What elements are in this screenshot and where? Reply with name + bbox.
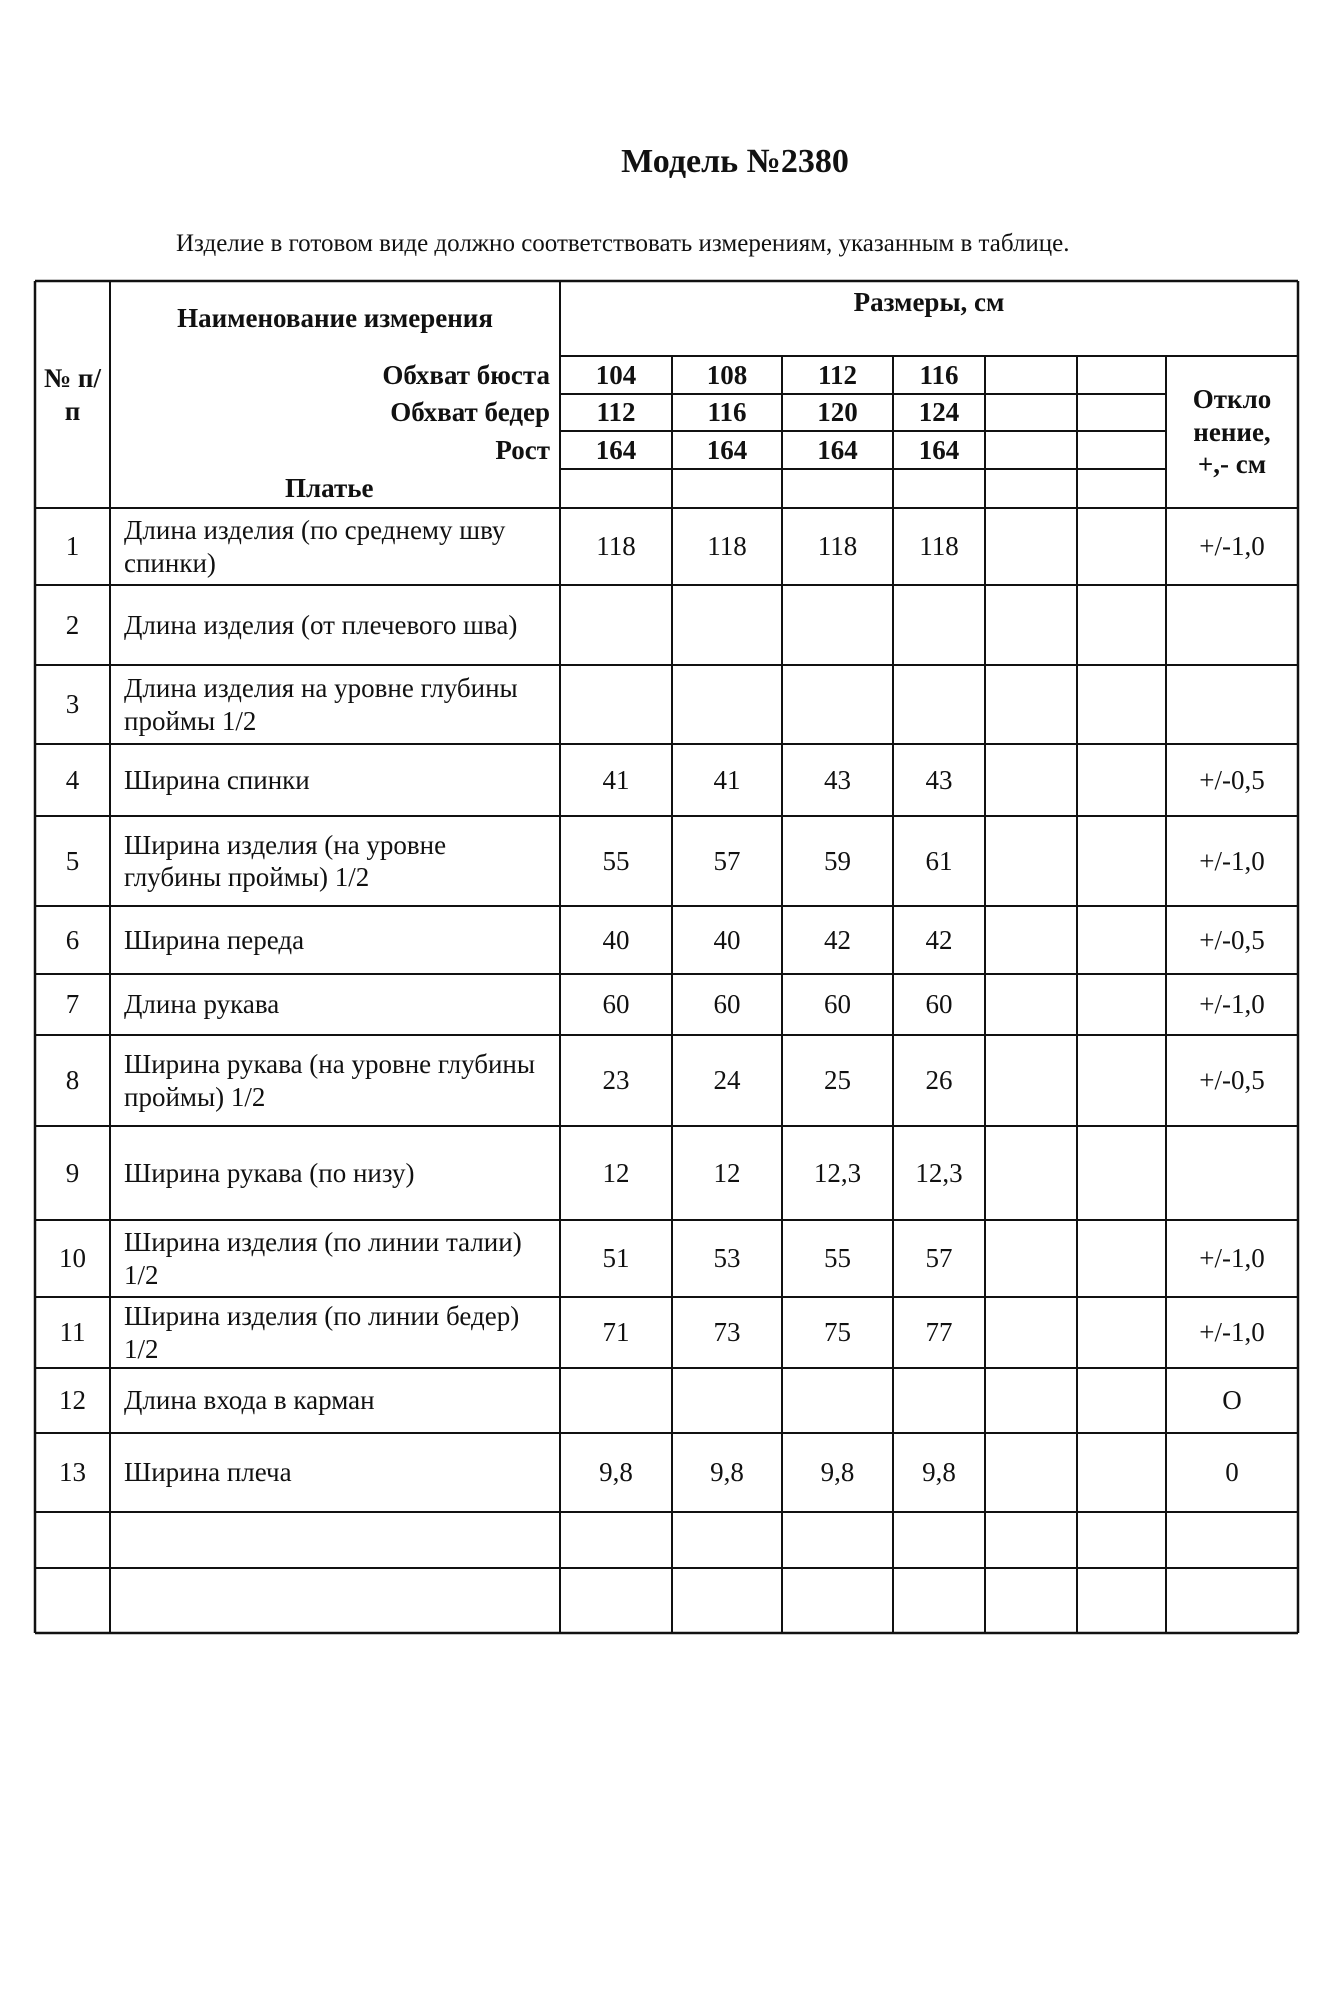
size-value: 164: [918, 434, 960, 465]
measurement-name: Длина изделия (по среднему шву спинки): [124, 515, 506, 578]
deviation-value: +/-1,0: [1199, 1243, 1265, 1274]
row-number: 2: [65, 609, 80, 640]
size-value: 116: [707, 397, 747, 428]
product-name: Платье: [285, 473, 374, 504]
size-value: 108: [706, 359, 748, 390]
measurement-value: 51: [602, 1243, 630, 1274]
measurement-value: [672, 665, 782, 744]
measurement-value: [985, 665, 1077, 744]
size-value: 120: [817, 397, 858, 428]
measurement-value: [782, 665, 893, 744]
size-value: 104: [595, 359, 637, 390]
measurement-value: 53: [713, 1243, 741, 1274]
size-row-label: Рост: [495, 434, 550, 465]
measurement-name: Ширина изделия (по линии бедер) 1/2: [124, 1301, 520, 1364]
measurement-value: [1077, 1433, 1166, 1512]
measurement-name: [110, 1512, 560, 1568]
deviation-value: [1166, 1568, 1298, 1633]
measurement-value: [985, 508, 1077, 585]
measurement-value: [1077, 585, 1166, 665]
measurement-value: [782, 1568, 893, 1633]
measurement-value: [1077, 1126, 1166, 1220]
measurement-value: [672, 1512, 782, 1568]
measurement-value: 43: [824, 764, 851, 795]
measurement-value: 118: [596, 531, 636, 562]
measurement-value: [560, 585, 672, 665]
row-number: 11: [59, 1317, 86, 1348]
measurement-value: 12: [713, 1157, 741, 1188]
document-title: Модель №2380: [621, 143, 849, 180]
measurement-value: [985, 1568, 1077, 1633]
measurement-value: 57: [713, 845, 741, 876]
deviation-value: 0: [1225, 1457, 1239, 1488]
measurement-value: 75: [824, 1317, 851, 1348]
measurement-value: [985, 1368, 1077, 1433]
measurement-value: [1077, 744, 1166, 816]
measurement-name: Длина изделия (от плечевого шва): [124, 609, 518, 640]
measurement-value: [985, 585, 1077, 665]
measurement-value: [1077, 1297, 1166, 1368]
sizes-column-header: Размеры, см: [853, 286, 1005, 317]
size-value: 164: [817, 434, 858, 465]
measurement-name: [110, 1568, 560, 1633]
deviation-value: О: [1222, 1385, 1242, 1416]
measurement-value: [893, 585, 985, 665]
deviation-value: +/-1,0: [1199, 989, 1265, 1020]
measurement-name: Длина рукава: [124, 989, 280, 1020]
deviation-value: +/-1,0: [1199, 531, 1265, 562]
row-number: 6: [65, 924, 80, 955]
size-row-label: Обхват бюста: [382, 359, 550, 390]
measurement-value: 25: [824, 1065, 851, 1096]
measurement-value: 26: [925, 1065, 953, 1096]
size-row-label: Обхват бедер: [390, 397, 550, 428]
measurement-value: 118: [707, 531, 747, 562]
measurement-value: [985, 1220, 1077, 1297]
measurement-value: [985, 1035, 1077, 1126]
row-number: 4: [65, 764, 80, 795]
measurement-value: [985, 906, 1077, 974]
measurement-value: 57: [925, 1243, 953, 1274]
measurement-value: 9,8: [820, 1457, 855, 1488]
measurement-value: [893, 1568, 985, 1633]
deviation-value: +/-1,0: [1199, 1317, 1265, 1348]
measurement-value: 55: [824, 1243, 851, 1274]
measurement-value: 24: [713, 1065, 741, 1096]
measurement-value: 59: [824, 845, 851, 876]
measurement-value: [1077, 508, 1166, 585]
measurement-value: [1077, 1368, 1166, 1433]
measurement-value: 9,8: [922, 1457, 956, 1488]
measurement-value: [985, 744, 1077, 816]
row-number: 13: [59, 1457, 86, 1488]
measurement-name: Длина изделия на уровне глубины проймы 1/2: [124, 673, 518, 736]
measurement-value: [1077, 1568, 1166, 1633]
name-column-header: Наименование измерения: [177, 303, 493, 334]
deviation-column-header: Откло нение, +,- см: [1192, 384, 1272, 480]
measurement-value: 9,8: [599, 1457, 633, 1488]
row-number: [35, 1568, 110, 1633]
deviation-value: [1166, 585, 1298, 665]
measurement-value: 23: [602, 1065, 630, 1096]
measurement-value: [893, 665, 985, 744]
measurement-value: 60: [925, 989, 953, 1020]
measurement-value: 118: [817, 531, 858, 562]
measurement-value: [560, 1368, 672, 1433]
size-value: 116: [919, 359, 959, 390]
measurement-value: [672, 1368, 782, 1433]
measurement-name: Длина входа в карман: [124, 1385, 375, 1416]
measurement-value: [985, 1433, 1077, 1512]
measurement-value: [985, 1297, 1077, 1368]
measurement-value: 12,3: [915, 1157, 963, 1188]
measurement-name: Ширина переда: [124, 924, 305, 955]
measurement-value: [1077, 816, 1166, 906]
measurement-value: [782, 585, 893, 665]
deviation-value: +/-0,5: [1199, 924, 1265, 955]
measurement-value: 60: [602, 989, 630, 1020]
measurement-name: Ширина плеча: [124, 1457, 292, 1488]
measurement-name: Ширина изделия (по линии талии) 1/2: [124, 1227, 522, 1290]
row-number: 12: [59, 1385, 86, 1416]
measurement-value: [1077, 1220, 1166, 1297]
measurement-name: Ширина спинки: [124, 764, 310, 795]
measurement-value: 12: [602, 1157, 630, 1188]
row-number: 3: [65, 689, 80, 720]
measurement-value: [782, 1512, 893, 1568]
number-column-header: № п/п: [44, 363, 101, 426]
measurement-value: [1077, 974, 1166, 1035]
measurement-value: [672, 585, 782, 665]
measurement-value: 12,3: [813, 1157, 862, 1188]
measurement-name: Ширина изделия (на уровне глубины проймы) 1/2: [124, 829, 447, 892]
row-number: 9: [65, 1157, 80, 1188]
size-value: 164: [595, 434, 637, 465]
row-number: 7: [65, 989, 80, 1020]
measurement-value: [985, 816, 1077, 906]
size-value: 124: [918, 397, 960, 428]
size-value: 112: [817, 359, 857, 390]
measurement-value: 41: [713, 764, 741, 795]
row-number: 1: [65, 531, 80, 562]
measurement-value: 61: [925, 845, 953, 876]
measurement-value: [1077, 1035, 1166, 1126]
deviation-value: [1166, 1126, 1298, 1220]
measurement-value: 42: [824, 924, 851, 955]
measurement-value: 42: [925, 924, 953, 955]
measurement-value: 71: [602, 1317, 630, 1348]
deviation-value: +/-1,0: [1199, 845, 1265, 876]
row-number: [35, 1512, 110, 1568]
deviation-value: +/-0,5: [1199, 1065, 1265, 1096]
measurement-value: [560, 665, 672, 744]
size-value: 112: [596, 397, 636, 428]
measurement-value: [560, 1568, 672, 1633]
measurement-value: [560, 1512, 672, 1568]
measurement-value: [985, 1512, 1077, 1568]
measurement-value: 77: [925, 1317, 953, 1348]
row-number: 10: [59, 1243, 86, 1274]
size-value: 164: [706, 434, 748, 465]
measurement-value: 41: [602, 764, 630, 795]
measurement-value: [893, 1368, 985, 1433]
row-number: 8: [65, 1065, 80, 1096]
measurement-value: 9,8: [710, 1457, 744, 1488]
row-number: 5: [65, 845, 80, 876]
measurement-value: [985, 974, 1077, 1035]
measurement-value: 118: [919, 531, 959, 562]
measurement-name: Ширина рукава (на уровне глубины проймы) 1/2: [124, 1049, 535, 1112]
measurement-value: [1077, 665, 1166, 744]
measurement-value: [782, 1368, 893, 1433]
deviation-value: +/-0,5: [1199, 764, 1265, 795]
measurement-value: 55: [602, 845, 630, 876]
measurement-value: [1077, 1512, 1166, 1568]
measurement-value: 60: [824, 989, 851, 1020]
measurement-value: 43: [925, 764, 953, 795]
measurement-name: Ширина рукава (по низу): [124, 1157, 415, 1188]
document-subtitle: Изделие в готовом виде должно соответствовать измерениям, указанным в таблице.: [176, 230, 1070, 257]
measurement-value: 73: [713, 1317, 741, 1348]
measurement-value: 40: [602, 924, 630, 955]
measurement-value: 40: [713, 924, 741, 955]
measurement-value: [672, 1568, 782, 1633]
measurement-value: [893, 1512, 985, 1568]
measurement-value: 60: [713, 989, 741, 1020]
deviation-value: [1166, 1512, 1298, 1568]
measurement-value: [985, 1126, 1077, 1220]
measurement-value: [1077, 906, 1166, 974]
deviation-value: [1166, 665, 1298, 744]
